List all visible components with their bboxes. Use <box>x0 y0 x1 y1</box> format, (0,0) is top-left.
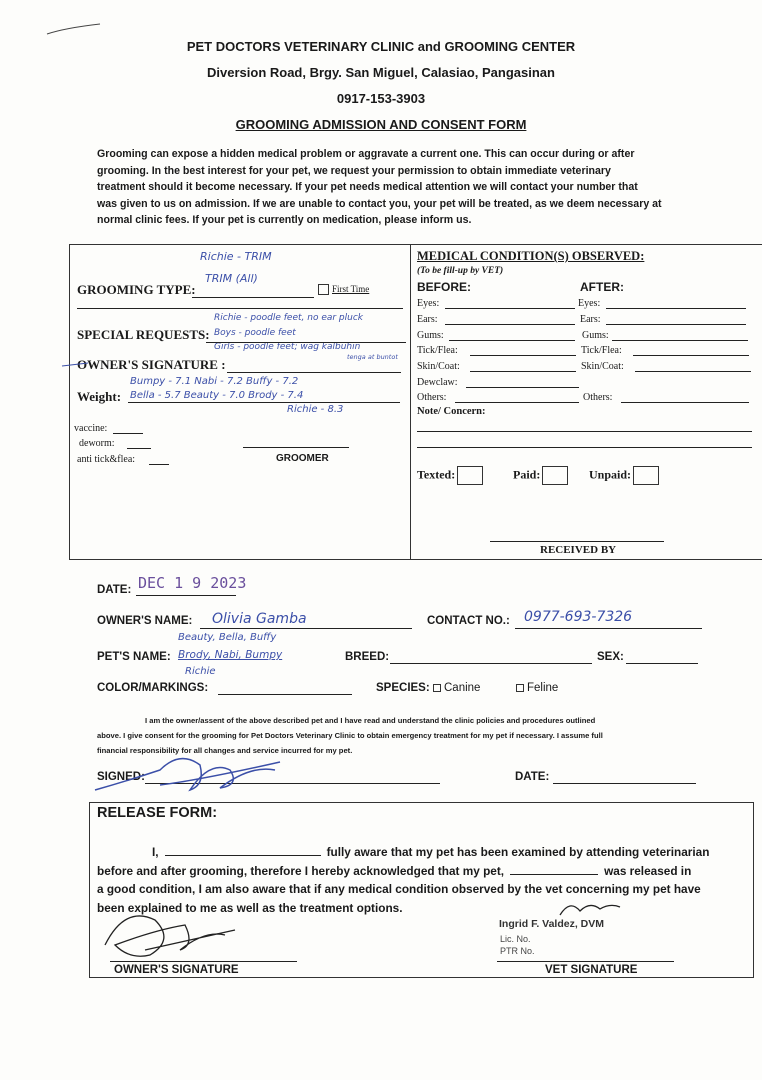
hw-request-3: Girls - poodle feet; wag kalbuhin <box>214 342 361 352</box>
groomer-label: GROOMER <box>276 453 329 464</box>
vet-name-stamp: Ingrid F. Valdez, DVM <box>499 918 605 930</box>
before-label: BEFORE: <box>417 280 471 294</box>
signed-label: SIGNED: <box>97 771 145 783</box>
gums-after: Gums: <box>582 330 609 341</box>
skin-after: Skin/Coat: <box>581 361 624 372</box>
medical-title: MEDICAL CONDITION(S) OBSERVED: <box>417 249 645 263</box>
date-stamp: DEC 1 9 2023 <box>138 574 247 592</box>
deworm-label: deworm: <box>79 438 115 449</box>
paid-box[interactable]: Paid: <box>513 466 568 485</box>
release-owner-signature <box>95 900 245 965</box>
special-requests-label: SPECIAL REQUESTS: <box>77 327 210 342</box>
date2-label: DATE: <box>515 771 550 783</box>
owner-name-value: Olivia Gamba <box>212 611 307 627</box>
anti-tick-label: anti tick&flea: <box>77 454 136 465</box>
color-markings-label: COLOR/MARKINGS: <box>97 682 209 694</box>
species-label: SPECIES: <box>376 682 430 694</box>
strike-mark <box>60 360 90 370</box>
gums-before: Gums: <box>417 330 444 341</box>
others-after: Others: <box>583 392 613 403</box>
eyes-before: Eyes: <box>417 298 440 309</box>
weight-label: Weight: <box>77 389 122 404</box>
sex-label: SEX: <box>597 651 624 663</box>
pets-names-bot: Richie <box>185 666 216 677</box>
after-label: AFTER: <box>580 280 624 294</box>
box-divider <box>410 244 411 559</box>
dewclaw-label: Dewclaw: <box>417 377 458 388</box>
date-label: DATE: <box>97 584 132 596</box>
owner-signature-caption: OWNER'S SIGNATURE <box>114 964 239 976</box>
clinic-address: Diversion Road, Brgy. San Miguel, Calasiao, Pangasinan <box>207 65 555 80</box>
paid-checkbox <box>542 466 568 485</box>
hw-request-1: Richie - poodle feet, no ear pluck <box>214 313 364 323</box>
texted-box[interactable]: Texted: <box>417 466 483 485</box>
vet-ptr: PTR No. <box>500 946 535 956</box>
breed-label: BREED: <box>345 651 390 663</box>
pets-name-label: PET'S NAME: <box>97 651 171 663</box>
unpaid-box[interactable]: Unpaid: <box>589 466 659 485</box>
ears-before: Ears: <box>417 314 438 325</box>
received-by-label: RECEIVED BY <box>540 544 617 556</box>
skin-before: Skin/Coat: <box>417 361 460 372</box>
first-time-checkbox[interactable]: First Time <box>318 284 369 295</box>
hw-request-4: tenga at buntot <box>347 353 398 361</box>
hw-grooming-type-2: TRIM (All) <box>205 272 258 285</box>
note-label: Note/ Concern: <box>417 406 486 417</box>
pets-names-mid: Brody, Nabi, Bumpy <box>178 649 283 661</box>
hw-request-2: Boys - poodle feet <box>214 328 296 338</box>
owner-name-label: OWNER'S NAME: <box>97 615 193 627</box>
owner-signature-label: OWNER'S SIGNATURE : <box>77 357 226 372</box>
hw-weight-2: Bella - 5.7 Beauty - 7.0 Brody - 7.4 <box>130 390 304 401</box>
hw-weight-1: Bumpy - 7.1 Nabi - 7.2 Buffy - 7.2 <box>130 376 299 387</box>
canine-checkbox[interactable]: Canine <box>433 682 480 694</box>
grooming-type-label: GROOMING TYPE: <box>77 282 196 297</box>
pen-mark <box>45 20 105 40</box>
checkbox-icon <box>318 284 329 295</box>
texted-checkbox <box>457 466 483 485</box>
release-text: I, fully aware that my pet has been examined by attending veterinarian before and after grooming, therefore I hereby acknowledged that my pet, was released in a good condition, I am also aware that if any medical condition observed by the vet concerning my pet have been explained to me as well as the treatment options. <box>97 845 710 915</box>
owner-signature-scribble <box>90 740 290 800</box>
pets-names-top: Beauty, Bella, Buffy <box>178 632 277 643</box>
clinic-name: PET DOCTORS VETERINARY CLINIC and GROOMING CENTER <box>186 39 576 54</box>
form-title: GROOMING ADMISSION AND CONSENT FORM <box>235 117 527 132</box>
hw-weight-3: Richie - 8.3 <box>287 404 344 415</box>
ears-after: Ears: <box>580 314 601 325</box>
vaccine-label: vaccine: <box>74 423 108 434</box>
hw-grooming-type-1: Richie - TRIM <box>200 250 272 263</box>
vet-lic: Lic. No. <box>500 934 531 944</box>
contact-value: 0977-693-7326 <box>524 609 633 625</box>
medical-subtitle: (To be fill-up by VET) <box>417 266 504 276</box>
contact-label: CONTACT NO.: <box>427 615 510 627</box>
tick-before: Tick/Flea: <box>417 345 458 356</box>
tick-after: Tick/Flea: <box>581 345 622 356</box>
consent-text: I am the owner/assent of the above described pet and I have read and understand the clinic policies and procedures outlined above. I give consent for the grooming for Pet Doctors Veterinary Clinic to obtain emergency treatment for my pet if necessary. I assume full financial responsibility for all changes and service incurred for my pet. <box>97 716 603 755</box>
others-before: Others: <box>417 392 447 403</box>
eyes-after: Eyes: <box>578 298 601 309</box>
vet-signature-caption: VET SIGNATURE <box>545 964 638 976</box>
intro-paragraph: Grooming can expose a hidden medical problem or aggravate a current one. This can occur during or after grooming. In the best interest for your pet, we request your permission to obtain immediate veterinary treatment should it become necessary. If your pet needs medical attention we will contact your number that was given to us on admission. If we are unable to contact you, your pet will be treated, as we deem necessary at normal clinic fees. If your pet is currently on medication, please inform us. <box>97 148 662 226</box>
clinic-phone: 0917-153-3903 <box>336 91 426 106</box>
unpaid-checkbox <box>633 466 659 485</box>
feline-checkbox[interactable]: Feline <box>516 682 558 694</box>
release-title: RELEASE FORM: <box>97 805 218 821</box>
